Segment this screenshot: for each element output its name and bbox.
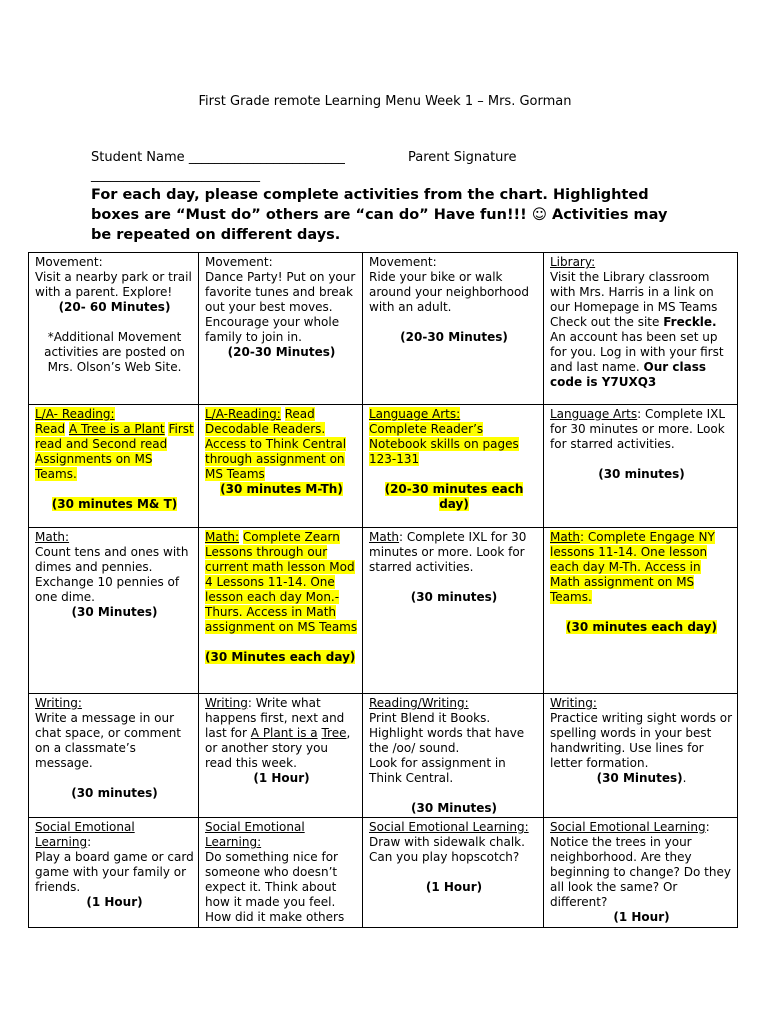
table-cell [29, 528, 199, 694]
cell-heading: Movement: [35, 255, 103, 269]
table-cell [544, 818, 738, 928]
table-cell [199, 818, 363, 928]
class-code: Our class code is Y7UXQ3 [550, 360, 706, 389]
cell-heading: Writing [205, 696, 248, 710]
student-name-blank: ________________________ [188, 150, 345, 165]
cell-text: Ride your bike or walk around your neighborhood with an adult. [369, 270, 529, 314]
cell-text: : [705, 820, 710, 834]
cell-heading: Math: [35, 530, 70, 544]
cell-heading: Writing: [35, 696, 82, 710]
table-cell [544, 253, 738, 405]
cell-time: (20-30 Minutes) [400, 330, 508, 344]
student-name-field [91, 150, 345, 165]
cell-time: (30 minutes) [410, 590, 498, 604]
book-title: A Tree is a Plant [68, 422, 165, 436]
cell-text: Dance Party! Put on your favorite tunes and break out your best moves. Encourage your whole family to join in. [205, 270, 356, 344]
cell-time: (20-30 Minutes) [227, 345, 336, 359]
student-name-label: Student Name [91, 150, 185, 165]
cell-time: (20-30 minutes each day) [384, 482, 524, 511]
cell-time: (30 minutes M& T) [51, 497, 178, 511]
table-cell [199, 694, 363, 818]
cell-text: An account has been set up for you. [550, 330, 718, 359]
cell-heading: Reading/Writing: [369, 696, 469, 710]
cell-heading: Social Emotional Learning: [205, 820, 305, 849]
cell-text: Write what happens first, next and last for [205, 696, 345, 740]
cell-time: (30 Minutes) [410, 801, 497, 815]
cell-time: (30 minutes M-Th) [220, 482, 343, 496]
cell-time: (30 Minutes) [71, 605, 158, 619]
cell-text: Read [35, 422, 66, 436]
cell-heading: Library: [550, 255, 596, 269]
book-title: A Plant is a [250, 726, 318, 740]
table-cell [363, 253, 544, 405]
cell-text: : Complete Engage NY lessons 11-14. One lesson each day M-Th. Access in Math assignment on MS Teams. [550, 530, 715, 604]
cell-text: Look for assignment in Think Central. [369, 756, 506, 785]
table-cell [544, 694, 738, 818]
cell-text: Draw with sidewalk chalk. Can you play hopscotch? [369, 835, 525, 864]
instructions: For each day, please complete activities from the chart. Highlighted boxes are “Must do” others are “can do” Have fun!!! ☺ Activities may be repeated on different days. [91, 187, 668, 243]
cell-text: Complete Zearn Lessons through our current math lesson Mod 4 Lessons 11-14. One lesson each day Mon.-Thurs. Access in Math assignment on MS Teams [205, 530, 358, 634]
table-cell [199, 405, 363, 528]
cell-heading: Social Emotional Learning [550, 820, 706, 834]
cell-text: , or another story you read this week. [205, 726, 351, 770]
parent-signature-label: Parent Signature [408, 150, 517, 165]
cell-text: Print Blend it Books. Highlight words that have the /oo/ sound. [369, 711, 525, 755]
table-row [29, 253, 738, 405]
cell-time: (20- 60 Minutes) [58, 300, 171, 314]
cell-text: Notice the trees in your neighborhood. Are they beginning to change? Do they all look the same? Or different? [550, 835, 731, 909]
cell-text: : Complete IXL for 30 minutes or more. Look for starred activities. [369, 530, 527, 574]
cell-text: : [87, 835, 92, 849]
cell-time: (30 Minutes each day) [205, 650, 356, 664]
book-title: Tree [321, 726, 347, 740]
cell-text: : Complete IXL for 30 minutes or more. Look for starred activities. [550, 407, 726, 451]
table-cell [363, 694, 544, 818]
cell-text: Log in with your first and last name. [550, 345, 724, 374]
cell-heading: Math [550, 530, 581, 544]
table-cell [363, 405, 544, 528]
table-row [29, 405, 738, 528]
cell-heading: Movement: [369, 255, 437, 269]
table-row [29, 694, 738, 818]
table-cell [199, 253, 363, 405]
cell-heading: Social Emotional Learning [35, 820, 135, 849]
cell-heading: Language Arts [550, 407, 638, 421]
table-row [29, 528, 738, 694]
cell-text: Visit a nearby park or trail with a parent. Explore! [35, 270, 192, 299]
cell-time: (1 Hour) [613, 910, 670, 924]
learning-menu-table [28, 252, 738, 928]
cell-heading: Movement: [205, 255, 273, 269]
cell-heading: Math [369, 530, 400, 544]
cell-text: Read Decodable Readers. Access to Think Central through assignment on MS Teams [205, 407, 347, 481]
cell-time: (1 Hour) [425, 880, 483, 894]
table-cell [544, 528, 738, 694]
cell-text: Practice writing sight words or spelling words in your best handwriting. Use lines for letter formation. [550, 711, 733, 770]
table-cell [199, 528, 363, 694]
cell-heading: L/A-Reading: [205, 407, 281, 421]
cell-time: (30 Minutes) [596, 771, 683, 785]
cell-heading: Math: [205, 530, 240, 544]
cell-heading: Social Emotional Learning: [369, 820, 529, 834]
table-cell [29, 818, 199, 928]
cell-text: . [682, 771, 687, 785]
cell-heading: Writing: [550, 696, 597, 710]
table-cell [29, 405, 199, 528]
table-cell [544, 405, 738, 528]
table-row [29, 818, 738, 928]
cell-text: Complete Reader’s Notebook skills on pages 123-131 [369, 422, 519, 466]
freckle-link: Freckle. [663, 315, 717, 329]
cell-text: Assignments on MS Teams. [35, 452, 153, 481]
cell-text: Visit the Library classroom with Mrs. Harris in a link on our Homepage in MS Teams Check out the site [550, 270, 718, 329]
cell-text: Do something nice for someone who doesn’t expect it. Think about how it made you feel. How did it make others [205, 850, 345, 924]
table-cell [29, 253, 199, 405]
cell-heading: Language Arts: [369, 407, 461, 421]
cell-text: Count tens and ones with dimes and pennies. Exchange 10 pennies of one dime. [35, 545, 189, 604]
cell-time: (30 minutes) [71, 786, 158, 800]
cell-time: (30 minutes each day) [566, 620, 717, 634]
cell-text: : [247, 696, 252, 710]
cell-heading: L/A- Reading: [35, 407, 115, 421]
cell-time: (1 Hour) [253, 771, 310, 785]
cell-text: Play a board game or card game with your family or friends. [35, 850, 194, 894]
table-cell [363, 818, 544, 928]
cell-time: (1 Hour) [86, 895, 143, 909]
page-title: First Grade remote Learning Menu Week 1 – Mrs. Gorman [198, 94, 572, 109]
table-cell [29, 694, 199, 818]
table-cell [363, 528, 544, 694]
parent-signature-blank: __________________________ [91, 168, 260, 183]
cell-text: Write a message in our chat space, or comment on a classmate’s message. [35, 711, 182, 770]
cell-text: First read and Second read [35, 422, 194, 451]
cell-note: *Additional Movement activities are posted on Mrs. Olson’s Web Site. [44, 330, 185, 374]
cell-time: (30 minutes) [598, 467, 685, 481]
